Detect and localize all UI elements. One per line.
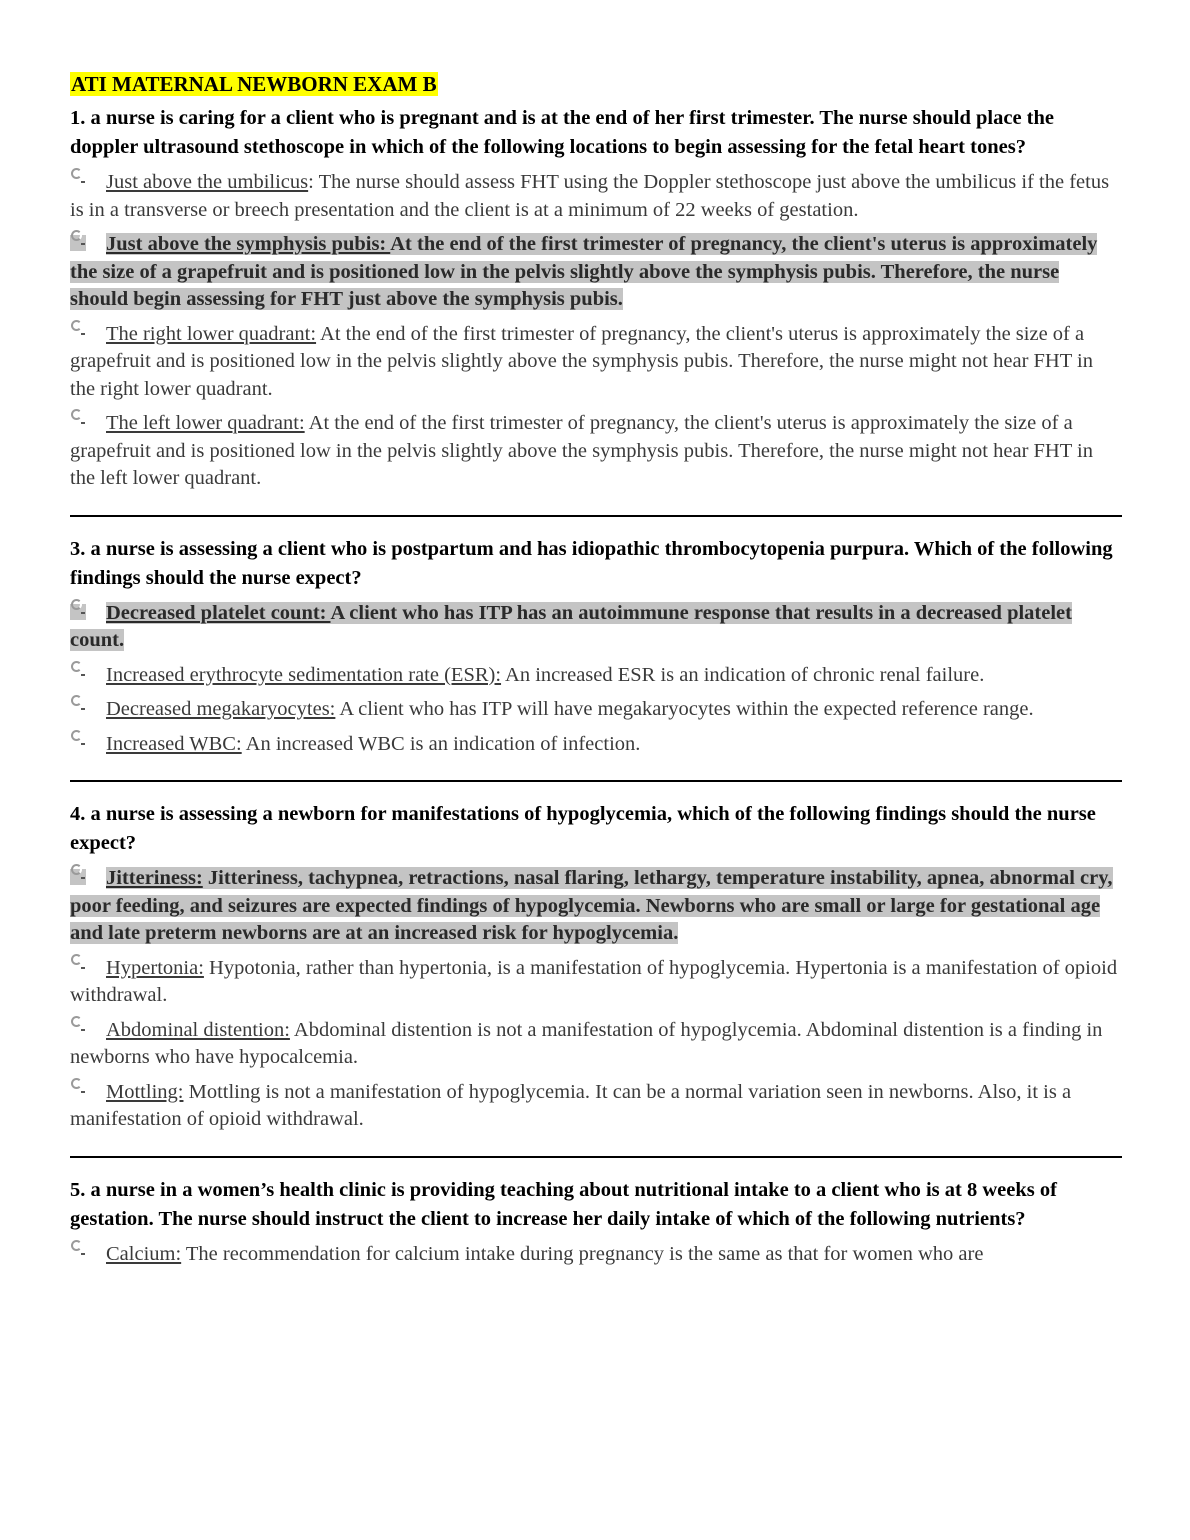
answer-option[interactable] — [70, 1241, 1122, 1269]
option-rationale: The recommendation for calcium intake during pregnancy is the same as that for women who are — [181, 1242, 984, 1265]
answer-option[interactable] — [70, 696, 1122, 724]
option-label: Increased erythrocyte sedimentation rate (ESR): — [106, 663, 502, 686]
radio-icon[interactable] — [70, 325, 86, 341]
question-block — [70, 535, 1122, 759]
option-rationale: An increased ESR is an indication of chronic renal failure. — [501, 663, 985, 686]
answer-option[interactable] — [70, 1017, 1122, 1072]
answer-option[interactable] — [70, 662, 1122, 690]
option-label: The right lower quadrant: — [106, 322, 317, 345]
option-rationale: An increased WBC is an indication of infection. — [241, 732, 641, 755]
option-rationale: Abdominal distention is not a manifestation of hypoglycemia. Abdominal distention is a finding in newborns who have hypocalcemia. — [70, 1018, 1103, 1068]
radio-icon[interactable] — [70, 959, 86, 975]
radio-icon[interactable] — [70, 414, 86, 430]
radio-icon[interactable] — [70, 173, 86, 189]
option-rationale: A client who has ITP will have megakaryocytes within the expected reference range. — [335, 698, 1034, 720]
document-title — [70, 72, 1122, 96]
answer-option[interactable] — [70, 410, 1122, 493]
answer-option-correct[interactable] — [70, 865, 1122, 948]
option-label: Decreased platelet count: — [106, 601, 331, 624]
question-divider — [70, 1156, 1122, 1158]
option-rationale: A client who has ITP has an autoimmune response that results in a decreased platelet count. — [70, 601, 1072, 651]
option-label: Just above the symphysis pubis: — [106, 233, 391, 255]
option-rationale: Hypotonia, rather than hypertonia, is a manifestation of hypoglycemia. Hypertonia is a manifestation of opioid withdrawal. — [70, 956, 1118, 1006]
option-label: Jitteriness: — [106, 867, 203, 889]
document-page — [70, 72, 1122, 1268]
option-rationale: At the end of the first trimester of pregnancy, the client's uterus is approximately the size of a grapefruit and is positioned low in the pelvis slightly above the symphysis pubis. Therefore, the nurse might not hear FHT in the right lower quadrant. — [70, 322, 1093, 400]
answer-option[interactable] — [70, 1079, 1122, 1134]
question-prompt: 3. a nurse is assessing a client who is postpartum and has idiopathic thrombocytopenia purpura. Which of the following findings should the nurse expect? — [70, 537, 1113, 589]
option-label: Mottling: — [106, 1080, 184, 1103]
answer-option-correct[interactable] — [70, 231, 1122, 314]
answer-option[interactable] — [70, 731, 1122, 759]
option-label: Hypertonia: — [106, 956, 204, 979]
answer-option[interactable] — [70, 955, 1122, 1010]
question-divider — [70, 780, 1122, 782]
radio-icon[interactable] — [70, 1021, 86, 1037]
option-label: Calcium: — [106, 1242, 182, 1265]
radio-icon[interactable] — [70, 735, 86, 751]
option-rationale: At the end of the first trimester of pregnancy, the client's uterus is approximately the size of a grapefruit and is positioned low in the pelvis slightly above the symphysis pubis. Therefore, the nurse might not hear FHT in the left lower quadrant. — [70, 412, 1093, 489]
option-rationale: Mottling is not a manifestation of hypoglycemia. It can be a normal variation seen in newborns. Also, it is a manifestation of opioid withdrawal. — [70, 1080, 1072, 1130]
question-prompt: 5. a nurse in a women’s health clinic is providing teaching about nutritional intake to a client who is at 8 weeks of gestation. The nurse should instruct the client to increase her daily intake of which of the following nutrients? — [70, 1178, 1057, 1230]
radio-icon[interactable] — [70, 604, 86, 620]
radio-icon[interactable] — [70, 1245, 86, 1261]
radio-icon[interactable] — [70, 700, 86, 716]
question-divider — [70, 515, 1122, 517]
answer-option[interactable] — [70, 169, 1122, 224]
answer-option[interactable] — [70, 321, 1122, 404]
option-label: Abdominal distention: — [106, 1018, 290, 1041]
radio-icon[interactable] — [70, 869, 86, 885]
option-rationale: Jitteriness, tachypnea, retractions, nasal flaring, lethargy, temperature instability, apnea, abnormal cry, poor feeding, and seizures are expected findings of hypoglycemia. Newborns who are small or large for gestational age and late preterm newborns are at an increased risk for hypoglycemia. — [70, 867, 1113, 944]
radio-icon[interactable] — [70, 666, 86, 682]
document-title-text: ATI MATERNAL NEWBORN EXAM B — [71, 72, 437, 96]
option-label: Decreased megakaryocytes: — [106, 698, 336, 720]
question-block — [70, 1176, 1122, 1269]
question-block — [70, 104, 1122, 493]
question-block — [70, 800, 1122, 1134]
radio-icon[interactable] — [70, 235, 86, 251]
option-label: Just above the umbilicus — [106, 171, 309, 193]
option-label: Increased WBC: — [106, 732, 242, 755]
answer-option-correct[interactable] — [70, 600, 1122, 655]
option-rationale: At the end of the first trimester of pregnancy, the client's uterus is approximately the size of a grapefruit and is positioned low in the pelvis slightly above the symphysis pubis. Therefore, the nurse should begin assessing for FHT just above the symphysis pubis. — [70, 233, 1098, 310]
question-prompt: 1. a nurse is caring for a client who is pregnant and is at the end of her first trimester. The nurse should place the doppler ultrasound stethoscope in which of the following locations to begin assessing for the fetal heart tones? — [70, 107, 1055, 158]
radio-icon[interactable] — [70, 1083, 86, 1099]
option-rationale: : The nurse should assess FHT using the Doppler stethoscope just above the umbilicus if the fetus is in a transverse or breech presentation and the client is at a minimum of 22 weeks of gestation. — [70, 171, 1110, 221]
option-label: The left lower quadrant: — [106, 412, 305, 434]
question-prompt: 4. a nurse is assessing a newborn for manifestations of hypoglycemia, which of the following findings should the nurse expect? — [70, 803, 1096, 854]
